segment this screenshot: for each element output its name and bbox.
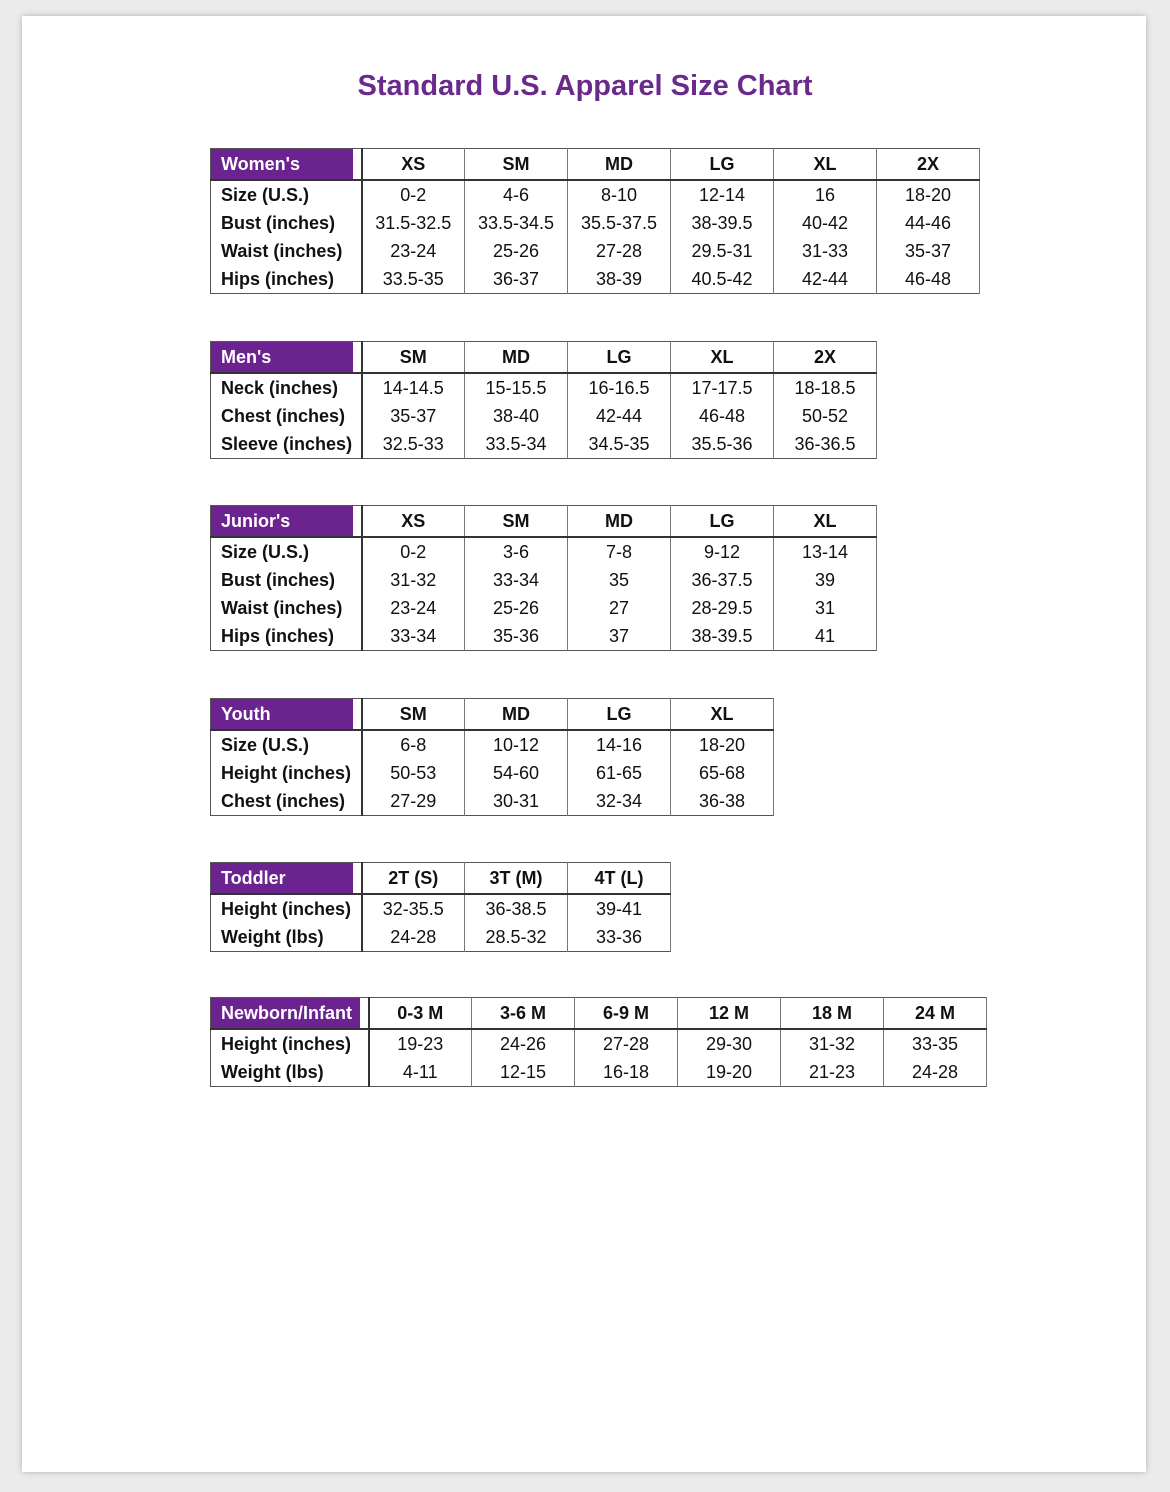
table-cell: 29-30 <box>678 1029 781 1058</box>
table-cell: 3-6 <box>465 537 568 566</box>
row-label: Size (U.S.) <box>211 537 362 566</box>
row-label: Waist (inches) <box>211 594 362 622</box>
column-header: MD <box>568 506 671 538</box>
table-cell: 33.5-34.5 <box>465 209 568 237</box>
table-cell: 0-2 <box>362 537 465 566</box>
table-category-label: Women's <box>211 149 362 181</box>
table-header-row <box>211 149 980 181</box>
table-cell: 4-11 <box>369 1058 472 1087</box>
table-cell: 27 <box>568 594 671 622</box>
table-cell: 27-29 <box>362 787 465 816</box>
table-row <box>211 923 671 952</box>
table-cell: 14-16 <box>568 730 671 759</box>
table-cell: 15-15.5 <box>465 373 568 402</box>
table-row <box>211 730 774 759</box>
table-cell: 46-48 <box>877 265 980 294</box>
table-cell: 31-32 <box>781 1029 884 1058</box>
row-label: Chest (inches) <box>211 787 362 816</box>
table-cell: 27-28 <box>575 1029 678 1058</box>
table-cell: 25-26 <box>465 237 568 265</box>
table-row <box>211 787 774 816</box>
row-label: Size (U.S.) <box>211 730 362 759</box>
row-label: Bust (inches) <box>211 566 362 594</box>
table-cell: 33-35 <box>884 1029 987 1058</box>
table-cell: 44-46 <box>877 209 980 237</box>
column-header: XL <box>671 699 774 731</box>
table-row <box>211 180 980 209</box>
table-row <box>211 894 671 923</box>
column-header: 18 M <box>781 998 884 1030</box>
table-cell: 12-15 <box>472 1058 575 1087</box>
table-cell: 6-8 <box>362 730 465 759</box>
table-header-row <box>211 342 877 374</box>
column-header: 4T (L) <box>568 863 671 895</box>
table-cell: 42-44 <box>774 265 877 294</box>
column-header: 12 M <box>678 998 781 1030</box>
table-cell: 16 <box>774 180 877 209</box>
row-label: Chest (inches) <box>211 402 362 430</box>
table-cell: 41 <box>774 622 877 651</box>
table-cell: 16-18 <box>575 1058 678 1087</box>
table-row <box>211 402 877 430</box>
table-cell: 24-28 <box>884 1058 987 1087</box>
row-label: Sleeve (inches) <box>211 430 362 459</box>
table-cell: 33.5-34 <box>465 430 568 459</box>
table-row <box>211 430 877 459</box>
juniors-size-table <box>210 505 877 651</box>
column-header: 2X <box>877 149 980 181</box>
table-row <box>211 265 980 294</box>
table-cell: 18-20 <box>877 180 980 209</box>
table-cell: 38-39.5 <box>671 622 774 651</box>
table-cell: 23-24 <box>362 594 465 622</box>
table-cell: 31-33 <box>774 237 877 265</box>
table-cell: 24-26 <box>472 1029 575 1058</box>
table-cell: 40-42 <box>774 209 877 237</box>
column-header: LG <box>568 342 671 374</box>
table-cell: 12-14 <box>671 180 774 209</box>
table-cell: 14-14.5 <box>362 373 465 402</box>
column-header: XL <box>774 506 877 538</box>
table-cell: 50-53 <box>362 759 465 787</box>
table-cell: 29.5-31 <box>671 237 774 265</box>
row-label: Height (inches) <box>211 759 362 787</box>
table-cell: 32-34 <box>568 787 671 816</box>
column-header: MD <box>465 699 568 731</box>
column-header: 3-6 M <box>472 998 575 1030</box>
table-cell: 28-29.5 <box>671 594 774 622</box>
row-label: Height (inches) <box>211 894 362 923</box>
table-cell: 27-28 <box>568 237 671 265</box>
table-cell: 33-34 <box>465 566 568 594</box>
column-header: 0-3 M <box>369 998 472 1030</box>
column-header: MD <box>465 342 568 374</box>
table-header-row <box>211 699 774 731</box>
table-row <box>211 759 774 787</box>
table-category-label: Toddler <box>211 863 362 895</box>
table-cell: 17-17.5 <box>671 373 774 402</box>
table-cell: 39-41 <box>568 894 671 923</box>
table-cell: 36-36.5 <box>774 430 877 459</box>
column-header: LG <box>671 506 774 538</box>
table-cell: 36-37 <box>465 265 568 294</box>
column-header: XS <box>362 506 465 538</box>
table-cell: 36-38 <box>671 787 774 816</box>
column-header: 3T (M) <box>465 863 568 895</box>
table-cell: 35-36 <box>465 622 568 651</box>
table-cell: 35-37 <box>877 237 980 265</box>
row-label: Neck (inches) <box>211 373 362 402</box>
table-row <box>211 1058 987 1087</box>
table-cell: 35 <box>568 566 671 594</box>
table-cell: 46-48 <box>671 402 774 430</box>
table-cell: 8-10 <box>568 180 671 209</box>
table-cell: 23-24 <box>362 237 465 265</box>
table-cell: 30-31 <box>465 787 568 816</box>
table-cell: 33.5-35 <box>362 265 465 294</box>
table-cell: 35.5-36 <box>671 430 774 459</box>
column-header: SM <box>465 506 568 538</box>
table-cell: 38-39 <box>568 265 671 294</box>
table-row <box>211 237 980 265</box>
table-row <box>211 537 877 566</box>
row-label: Size (U.S.) <box>211 180 362 209</box>
table-cell: 61-65 <box>568 759 671 787</box>
row-label: Bust (inches) <box>211 209 362 237</box>
table-category-label: Junior's <box>211 506 362 538</box>
table-header-row <box>211 998 987 1030</box>
table-row <box>211 1029 987 1058</box>
row-label: Hips (inches) <box>211 265 362 294</box>
table-row <box>211 622 877 651</box>
column-header: XL <box>671 342 774 374</box>
table-row <box>211 373 877 402</box>
column-header: SM <box>362 342 465 374</box>
column-header: 24 M <box>884 998 987 1030</box>
table-cell: 33-34 <box>362 622 465 651</box>
table-cell: 40.5-42 <box>671 265 774 294</box>
table-cell: 50-52 <box>774 402 877 430</box>
table-cell: 31.5-32.5 <box>362 209 465 237</box>
newborn-infant-size-table <box>210 997 987 1087</box>
row-label: Weight (lbs) <box>211 923 362 952</box>
youth-size-table <box>210 698 774 816</box>
table-cell: 21-23 <box>781 1058 884 1087</box>
table-header-row <box>211 506 877 538</box>
table-cell: 16-16.5 <box>568 373 671 402</box>
table-cell: 32-35.5 <box>362 894 465 923</box>
table-cell: 7-8 <box>568 537 671 566</box>
table-row <box>211 209 980 237</box>
table-cell: 0-2 <box>362 180 465 209</box>
table-cell: 18-20 <box>671 730 774 759</box>
row-label: Hips (inches) <box>211 622 362 651</box>
table-cell: 4-6 <box>465 180 568 209</box>
table-cell: 35-37 <box>362 402 465 430</box>
table-cell: 9-12 <box>671 537 774 566</box>
table-cell: 39 <box>774 566 877 594</box>
row-label: Height (inches) <box>211 1029 369 1058</box>
column-header: SM <box>362 699 465 731</box>
table-cell: 37 <box>568 622 671 651</box>
column-header: LG <box>671 149 774 181</box>
table-cell: 36-37.5 <box>671 566 774 594</box>
column-header: XS <box>362 149 465 181</box>
table-cell: 65-68 <box>671 759 774 787</box>
table-cell: 25-26 <box>465 594 568 622</box>
table-cell: 31 <box>774 594 877 622</box>
table-category-label: Newborn/Infant <box>211 998 369 1030</box>
womens-size-table <box>210 148 980 294</box>
table-cell: 28.5-32 <box>465 923 568 952</box>
table-row <box>211 566 877 594</box>
column-header: LG <box>568 699 671 731</box>
column-header: 2T (S) <box>362 863 465 895</box>
table-cell: 34.5-35 <box>568 430 671 459</box>
table-category-label: Men's <box>211 342 362 374</box>
table-cell: 38-39.5 <box>671 209 774 237</box>
table-cell: 33-36 <box>568 923 671 952</box>
column-header: XL <box>774 149 877 181</box>
table-cell: 19-23 <box>369 1029 472 1058</box>
table-cell: 10-12 <box>465 730 568 759</box>
table-row <box>211 594 877 622</box>
toddler-size-table <box>210 862 671 952</box>
table-cell: 35.5-37.5 <box>568 209 671 237</box>
table-category-label: Youth <box>211 699 362 731</box>
page-title: Standard U.S. Apparel Size Chart <box>357 70 813 102</box>
table-cell: 42-44 <box>568 402 671 430</box>
table-cell: 32.5-33 <box>362 430 465 459</box>
column-header: MD <box>568 149 671 181</box>
column-header: 6-9 M <box>575 998 678 1030</box>
table-cell: 38-40 <box>465 402 568 430</box>
column-header: SM <box>465 149 568 181</box>
table-cell: 19-20 <box>678 1058 781 1087</box>
row-label: Waist (inches) <box>211 237 362 265</box>
table-header-row <box>211 863 671 895</box>
table-cell: 54-60 <box>465 759 568 787</box>
table-cell: 13-14 <box>774 537 877 566</box>
table-cell: 36-38.5 <box>465 894 568 923</box>
table-cell: 18-18.5 <box>774 373 877 402</box>
table-cell: 31-32 <box>362 566 465 594</box>
mens-size-table <box>210 341 877 459</box>
column-header: 2X <box>774 342 877 374</box>
row-label: Weight (lbs) <box>211 1058 369 1087</box>
table-cell: 24-28 <box>362 923 465 952</box>
